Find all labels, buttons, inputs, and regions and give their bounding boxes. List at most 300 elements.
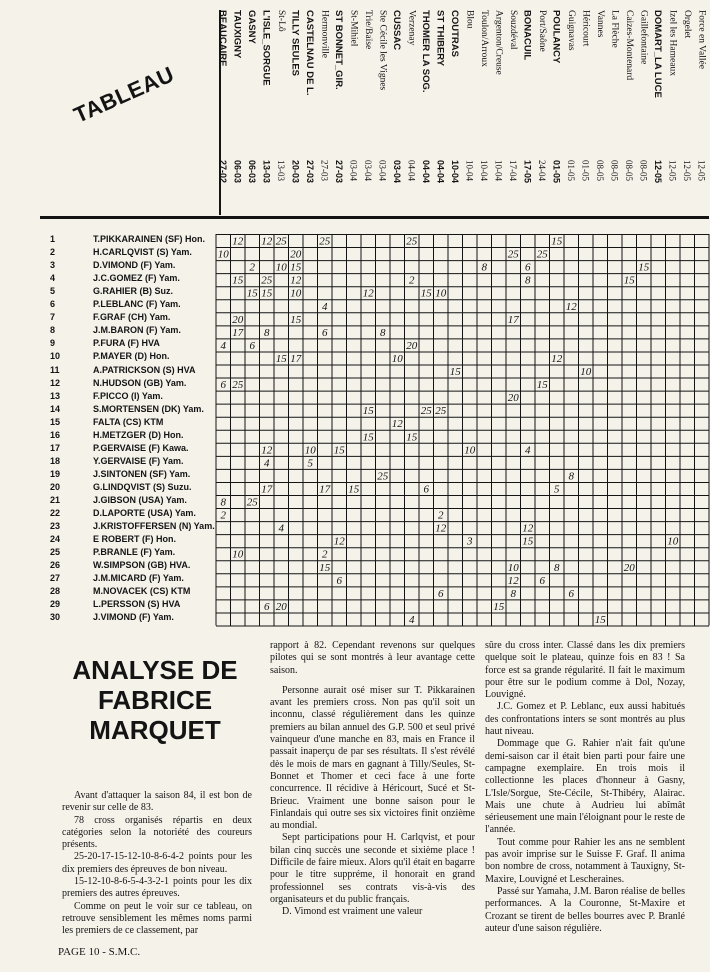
rider-name: P.FURA (F) HVA: [93, 338, 160, 349]
grid-points: 4: [264, 457, 270, 470]
venue-date: 17-04: [508, 160, 518, 181]
rider-row: [50, 351, 225, 364]
venue-date: 04-04: [435, 160, 446, 184]
venue-name: Blou: [464, 10, 475, 29]
rider-name: J.SINTONEN (SF) Yam.: [93, 468, 191, 479]
venue-name: Port/Saône: [537, 10, 547, 52]
grid-points: 10: [232, 548, 244, 561]
paragraph: Sept participations pour H. Carlqvist, et pour bilan cinq succès une seconde et sixième place ! Difficile de faire mieux. Alors qu'il était en bagarre pour le titre suppréme, il honorait en grand professionnel ses contrats vis-à-vis des organisateurs et du public français.: [270, 832, 475, 905]
rider-row: [50, 508, 225, 521]
venue-date: 08-05: [624, 160, 634, 181]
venue-column: [621, 10, 636, 210]
venue-name: Force en Vallée: [696, 10, 707, 69]
paragraph: Dommage que G. Rahier n'ait fait qu'une demi-saison car il était bien parti pour faire une campagne exemplaire. En trois mois il collectionne les places d'honneur à Gasny, L'Isle/Sorgue, Ste-Cécile, St-Thibéry, Alairac. Mais une chute à Audrieu lui abîmât sérieusement une main l'éloignant pour le reste de l'année.: [485, 738, 685, 836]
paragraph: D. Vimond est vraiment une valeur: [282, 906, 423, 918]
grid-points: 10: [391, 352, 403, 365]
rider-number: 27: [50, 573, 61, 584]
venue-column: [694, 10, 709, 210]
grid-points: 4: [220, 339, 226, 352]
rider-name: D.LAPORTE (USA) Yam.: [93, 508, 196, 519]
grid-points: 15: [623, 274, 635, 287]
grid-points: 12: [261, 444, 273, 457]
venue-name: BEAUCAIRE: [217, 10, 228, 67]
grid-points: 12: [565, 300, 577, 313]
grid-points: 15: [536, 379, 548, 392]
rider-number: 10: [50, 351, 61, 362]
grid-points: 20: [507, 392, 519, 405]
grid-points: 6: [264, 600, 270, 613]
grid-points: 10: [435, 287, 447, 300]
venue-name: Toulon/Arroux: [479, 10, 489, 67]
venue-name: THOMER LA SOG.: [420, 10, 431, 93]
grid-points: 10: [464, 444, 476, 457]
grid-points: 15: [420, 287, 432, 300]
rider-name: P.BRANLE (F) Yam.: [93, 547, 176, 558]
grid-points: 2: [220, 509, 226, 522]
grid-points: 17: [261, 483, 273, 496]
grid-points: 8: [264, 326, 270, 339]
rider-row: [50, 234, 225, 247]
grid-points: 10: [275, 261, 287, 274]
rider-name: J.KRISTOFFERSEN (N) Yam.: [93, 521, 215, 532]
rider-name: F.PICCO (I) Yam.: [93, 390, 163, 401]
grid-points: 2: [409, 274, 415, 287]
venue-column: [679, 10, 694, 210]
venue-column: [636, 10, 651, 210]
points-grid: [217, 234, 710, 633]
rider-number: 25: [50, 547, 61, 558]
rider-name: A.PATRICKSON (S) HVA: [93, 364, 196, 375]
venue-column: [607, 10, 622, 210]
venue-date: 17-05: [522, 160, 533, 184]
venue-column: [462, 10, 477, 210]
grid-points: 15: [319, 561, 331, 574]
venue-name: Ste Cécile les Vignes: [377, 10, 388, 91]
grid-points: 6: [423, 483, 429, 496]
rider-number: 4: [50, 273, 56, 284]
grid-points: 25: [261, 274, 273, 287]
venue-name: Guignavas: [566, 10, 576, 51]
grid-points: 12: [232, 235, 244, 248]
tableau-title: TABLEAU: [70, 61, 178, 128]
rider-row: [50, 430, 225, 443]
rider-row: [50, 534, 225, 547]
grid-points: 15: [348, 483, 360, 496]
venue-name: BONACUIL: [521, 10, 533, 61]
rider-row: [50, 338, 225, 351]
rider-row: [50, 547, 225, 560]
venue-column: [288, 10, 303, 210]
rider-number: 23: [50, 521, 61, 532]
venue-date: 27-03: [334, 160, 344, 184]
grid-points: 10: [217, 248, 229, 261]
rider-name: P.LEBLANC (F) Yam.: [93, 299, 181, 310]
grid-points: 12: [522, 522, 534, 535]
rider-row: [50, 495, 225, 508]
venue-date: 12-05: [696, 160, 707, 181]
grid-points: 5: [307, 457, 313, 470]
grid-points: 25: [246, 496, 258, 509]
rider-name: J.C.GOMEZ (F) Yam.: [93, 273, 180, 284]
venue-column: [563, 10, 578, 210]
venue-name: CASTELNAU DE L.: [304, 10, 315, 96]
rider-number: 11: [50, 364, 60, 375]
venue-date: 27-03: [305, 160, 315, 184]
venue-date: 01-05: [551, 160, 562, 184]
rider-row: [50, 404, 225, 417]
venue-name: Hermonville: [319, 10, 330, 59]
grid-points: 12: [333, 535, 345, 548]
venue-column: [534, 10, 549, 210]
venue-name: ST BONNET_GIR.: [333, 10, 344, 90]
grid-points: 12: [551, 352, 563, 365]
grid-points: 15: [246, 287, 258, 300]
grid-points: 15: [275, 352, 287, 365]
paragraph: 78 cross organisés répartis en deux catégories selon la notoriété des coureurs présents.: [62, 814, 252, 851]
grid-points: 15: [638, 261, 650, 274]
venue-name: COUTRAS: [449, 10, 460, 57]
paragraph: 25-20-17-15-12-10-8-6-4-2 points pour les dix premiers des épreuves de bon niveau.: [62, 851, 252, 875]
analysis-column-1: [62, 790, 252, 938]
rider-number: 28: [50, 586, 61, 597]
grid-points: 10: [667, 535, 679, 548]
venue-name: Caizes-Montenard: [624, 10, 634, 81]
grid-points: 15: [362, 405, 374, 418]
grid-points: 12: [507, 574, 519, 587]
grid-points: 25: [406, 235, 418, 248]
venue-header: [217, 10, 710, 210]
venue-name: GASNY: [246, 10, 257, 44]
grid-points: 6: [539, 574, 545, 587]
rider-name: G.RAHIER (B) Suz.: [93, 286, 173, 297]
grid-points: 5: [554, 483, 560, 496]
grid-points: 6: [336, 574, 342, 587]
venue-date: 10-04: [493, 160, 504, 181]
grid-svg: [217, 234, 710, 628]
rider-name: J.VIMOND (F) Yam.: [93, 612, 174, 623]
grid-points: 2: [438, 509, 444, 522]
rider-number: 18: [50, 455, 61, 466]
venue-column: [317, 10, 332, 210]
paragraph: 15-12-10-8-6-5-4-3-2-1 points pour les dix premiers des autres épreuves.: [62, 876, 252, 900]
analysis-title-line: MARQUET: [89, 715, 221, 745]
venue-date: 12-05: [682, 160, 692, 181]
paragraph: Avant d'attaquer la saison 84, il est bon de revenir sur celle de 83.: [62, 790, 252, 814]
grid-points: 15: [522, 535, 534, 548]
rider-row: [50, 560, 225, 573]
rider-number: 1: [50, 234, 56, 244]
grid-points: 20: [406, 339, 418, 352]
grid-points: 10: [580, 366, 592, 378]
venue-date: 08-05: [609, 160, 620, 181]
grid-points: 25: [435, 405, 447, 418]
grid-points: 12: [261, 235, 273, 248]
rider-number: 16: [50, 429, 61, 440]
venue-name: St-Lô: [276, 10, 286, 32]
rider-row: [50, 273, 225, 286]
venue-column: [404, 10, 419, 210]
grid-points: 20: [275, 600, 287, 613]
rider-name: P.GERVAISE (F) Kawa.: [93, 442, 189, 453]
venue-column: [331, 10, 346, 210]
grid-points: 25: [275, 235, 287, 248]
paragraph: J.C. Gomez et P. Leblanc, eux aussi habitués des confrontations inters se sont montrés au plus haut niveau.: [485, 701, 685, 738]
venue-column: [447, 10, 462, 210]
grid-points: 6: [525, 261, 531, 274]
venue-date: 27-02: [218, 160, 228, 184]
rider-name: J.M.BARON (F) Yam.: [93, 325, 181, 336]
venue-date: 04-04: [421, 160, 431, 184]
grid-points: 6: [438, 587, 444, 600]
rider-number: 7: [50, 312, 56, 323]
venue-date: 03-04: [377, 160, 388, 181]
rider-number: 21: [50, 495, 61, 505]
venue-column: [520, 10, 535, 210]
venue-date: 03-04: [392, 160, 402, 184]
analysis-title-line: FABRICE: [97, 685, 213, 715]
venue-date: 01-05: [580, 160, 591, 181]
rider-row: [50, 365, 225, 378]
grid-points: 12: [391, 418, 403, 431]
venue-date: 01-05: [566, 160, 576, 181]
grid-points: 4: [322, 300, 328, 313]
rider-row: [50, 417, 225, 430]
grid-points: 17: [319, 483, 331, 496]
grid-points: 8: [220, 496, 226, 509]
venue-date: 10-04: [464, 160, 475, 181]
grid-points: 8: [380, 326, 386, 339]
venue-name: L'ISLE_SORGUE: [260, 10, 272, 86]
venue-name: Héricourt: [580, 10, 591, 47]
rider-name: E ROBERT (F) Hon.: [93, 534, 176, 545]
grid-points: 15: [551, 235, 563, 248]
grid-points: 12: [435, 522, 447, 535]
venue-name: TAUXIGNY: [231, 10, 243, 59]
rider-name: N.HUDSON (GB) Yam.: [93, 377, 187, 388]
venue-date: 08-05: [595, 160, 605, 181]
venue-date: 12-05: [653, 160, 663, 184]
analysis-column-3: [485, 640, 685, 935]
rider-number: 13: [50, 390, 61, 401]
rider-number: 2: [50, 247, 56, 258]
venue-column: [389, 10, 404, 210]
grid-points: 6: [568, 587, 574, 600]
rider-name: P.MAYER (D) Hon.: [93, 351, 170, 362]
rider-row: [50, 299, 225, 312]
rider-number: 12: [50, 377, 61, 388]
grid-points: 25: [536, 248, 548, 261]
venue-date: 27-03: [319, 160, 330, 181]
paragraph: Personne aurait osé miser sur T. Pikkarainen avant les premiers cross. Non pas qu'il soit un inconnu, classé régulièrement dans les quinze premiers au bilan annuel des G.P. 500 et seul privé vainqueur d'une manche en 83, mais en France il passait inaperçu de par ses résultats. Il s'est révélé dès le mois de mars en gagnant à Tilly/Seules, St-Bonnet et Thomer et ceci face à une forte concurrence. Il récidive à Héricourt, Sucé et St-Brieuc. Vraiment une bonne saison pour le Finlandais qui outre ses six victoires finit onzième au mondial.: [270, 684, 475, 832]
grid-points: 25: [319, 235, 331, 248]
venue-column: [346, 10, 361, 210]
rider-number: 26: [50, 560, 61, 571]
rider-row: [50, 443, 225, 456]
venue-column: [418, 10, 433, 210]
grid-points: 25: [420, 405, 432, 418]
venue-column: [476, 10, 491, 210]
rider-number: 20: [50, 481, 61, 492]
paragraph: rapport à 82. Cependant revenons sur quelques pilotes qui se sont montrés à leur avantage cette saison.: [270, 640, 475, 676]
grid-points: 4: [525, 444, 531, 457]
venue-column: [375, 10, 390, 210]
rider-row: [50, 521, 225, 534]
grid-points: 15: [333, 444, 345, 457]
rider-number: 24: [50, 534, 61, 545]
header-divider-horizontal: [40, 216, 709, 219]
rider-name: D.VIMOND (F) Yam.: [93, 260, 176, 271]
rider-name: J.M.MICARD (F) Yam.: [93, 573, 184, 584]
rider-number: 9: [50, 338, 56, 349]
grid-points: 4: [409, 613, 415, 626]
venue-name: La Flèche: [609, 10, 620, 48]
grid-points: 6: [249, 339, 255, 352]
rider-row: [50, 312, 225, 325]
grid-points: 17: [507, 313, 519, 326]
grid-points: 12: [362, 287, 374, 300]
rider-row: [50, 573, 225, 586]
rider-row: [50, 482, 225, 495]
venue-name: CUSSAC: [391, 10, 402, 51]
rider-name: FALTA (CS) KTM: [93, 416, 164, 427]
grid-points: 15: [594, 613, 606, 626]
rider-name: H.METZGER (D) Hon.: [93, 429, 184, 440]
analysis-title: [60, 655, 250, 745]
grid-points: 20: [232, 313, 244, 326]
venue-date: 10-04: [450, 160, 460, 184]
paragraph: Tout comme pour Rahier les ans ne semblent pas avoir imprise sur le Suisse F. Graf. Il anima bon nombre de cross, notamment à Tauxigny, St-Maxire, Louvigné et Lescheraines.: [485, 836, 685, 885]
grid-points: 25: [377, 470, 389, 483]
grid-points: 17: [232, 326, 244, 339]
grid-points: 8: [554, 561, 560, 574]
venue-name: St-Mihiel: [348, 10, 359, 47]
grid-points: 3: [467, 535, 473, 548]
rider-row: [50, 456, 225, 469]
rider-row: [50, 469, 225, 482]
rider-number: 14: [50, 403, 61, 414]
venue-column: [549, 10, 564, 210]
grid-points: 4: [278, 522, 284, 535]
rider-number: 29: [50, 599, 61, 610]
grid-points: 12: [290, 274, 302, 287]
venue-column: [302, 10, 317, 210]
grid-points: 20: [623, 561, 635, 574]
venue-date: 06-03: [232, 160, 243, 184]
grid-points: 15: [232, 274, 244, 287]
venue-name: Argenton/Creuse: [493, 10, 504, 75]
grid-points: 10: [290, 287, 302, 300]
rider-row: [50, 378, 225, 391]
grid-points: 25: [507, 248, 519, 261]
paragraph: sûre du cross inter. Classé dans les dix premiers quelque soit le plateau, quinze fois en 83 ! Sa force est sa grande régularité. Il fait le maximum pour être sur le podium comme à Dol, Nozay, Louvigné.: [485, 640, 685, 701]
venue-column: [273, 10, 288, 210]
venue-column: [230, 10, 245, 210]
page-footer: PAGE 10 - S.M.C.: [58, 946, 141, 958]
rider-number: 19: [50, 468, 61, 479]
venue-date: 04-04: [406, 160, 417, 181]
venue-date: 24-04: [537, 160, 547, 181]
rider-number: 22: [50, 508, 61, 519]
venue-name: DOMART_LA LUCE: [652, 10, 663, 98]
venue-date: 20-03: [290, 160, 301, 184]
venue-column: [665, 10, 680, 210]
grid-points: 10: [507, 561, 519, 574]
venue-column: [592, 10, 607, 210]
venue-name: TILLY SEULES: [289, 10, 301, 76]
rider-number: 3: [50, 260, 56, 271]
rider-row: [50, 286, 225, 299]
venue-date: 12-05: [667, 160, 678, 181]
venue-column: [491, 10, 506, 210]
rider-number: 15: [50, 416, 61, 427]
venue-date: 08-05: [638, 160, 649, 181]
venue-column: [259, 10, 274, 210]
venue-name: Gaillefontaine: [638, 10, 649, 65]
grid-points: 6: [220, 379, 226, 392]
grid-points: 15: [406, 431, 418, 444]
rider-name: F.GRAF (CH) Yam.: [93, 312, 171, 323]
venue-name: POULANCY: [550, 10, 562, 64]
rider-name: W.SIMPSON (GB) HVA.: [93, 560, 191, 571]
venue-column: [215, 10, 230, 210]
venue-date: 13-03: [261, 160, 272, 184]
grid-points: 8: [481, 261, 487, 274]
venue-column: [650, 10, 665, 210]
rider-row: [50, 586, 225, 599]
rider-number: 8: [50, 325, 56, 336]
paragraph: Comme on peut le voir sur ce tableau, on retrouve sensiblement les mêmes noms parmi les premiers de ce classement, par: [62, 900, 252, 937]
rider-name: T.PIKKARAINEN (SF) Hon.: [93, 234, 205, 244]
grid-points: 8: [510, 587, 516, 600]
venue-column: [244, 10, 259, 210]
grid-points: 6: [322, 326, 328, 339]
paragraph: Passé sur Yamaha, J.M. Baron réalise de belles performances. A la Couronne, St-Maxire et Crozant se tirent de belles bourres avec P. Branlé auteur d'une saison régulière.: [485, 885, 685, 934]
grid-points: 15: [449, 366, 461, 378]
rider-name: J.GIBSON (USA) Yam.: [93, 495, 187, 505]
rider-name: H.CARLQVIST (S) Yam.: [93, 247, 192, 258]
grid-points: 15: [493, 600, 505, 613]
analysis-title-line: ANALYSE DE: [72, 655, 238, 685]
grid-points: 2: [322, 548, 328, 561]
venue-date: 10-04: [479, 160, 489, 181]
venue-date: 03-04: [363, 160, 373, 181]
venue-column: [360, 10, 375, 210]
rider-number: 5: [50, 286, 56, 297]
rider-row: [50, 260, 225, 273]
rider-row: [50, 612, 225, 625]
venue-name: Trie/Baïse: [363, 10, 373, 50]
rider-number: 17: [50, 442, 61, 453]
venue-name: Souzdéval: [508, 10, 518, 50]
rider-row: [50, 247, 225, 260]
venue-column: [578, 10, 593, 210]
venue-name: Vannes: [595, 10, 605, 38]
grid-points: 15: [290, 261, 302, 274]
grid-points: 20: [290, 248, 302, 261]
rider-name: S.MORTENSEN (DK) Yam.: [93, 403, 204, 414]
grid-points: 15: [261, 287, 273, 300]
venue-column: [505, 10, 520, 210]
venue-name: Orgelet: [682, 10, 692, 39]
venue-date: 06-03: [247, 160, 257, 184]
grid-points: 15: [362, 431, 374, 444]
analysis-column-2: [270, 640, 475, 919]
grid-points: 8: [525, 274, 531, 287]
venue-column: [433, 10, 448, 210]
grid-points: 10: [304, 444, 316, 457]
rider-name: L.PERSSON (S) HVA: [93, 599, 181, 610]
rider-row: [50, 325, 225, 338]
